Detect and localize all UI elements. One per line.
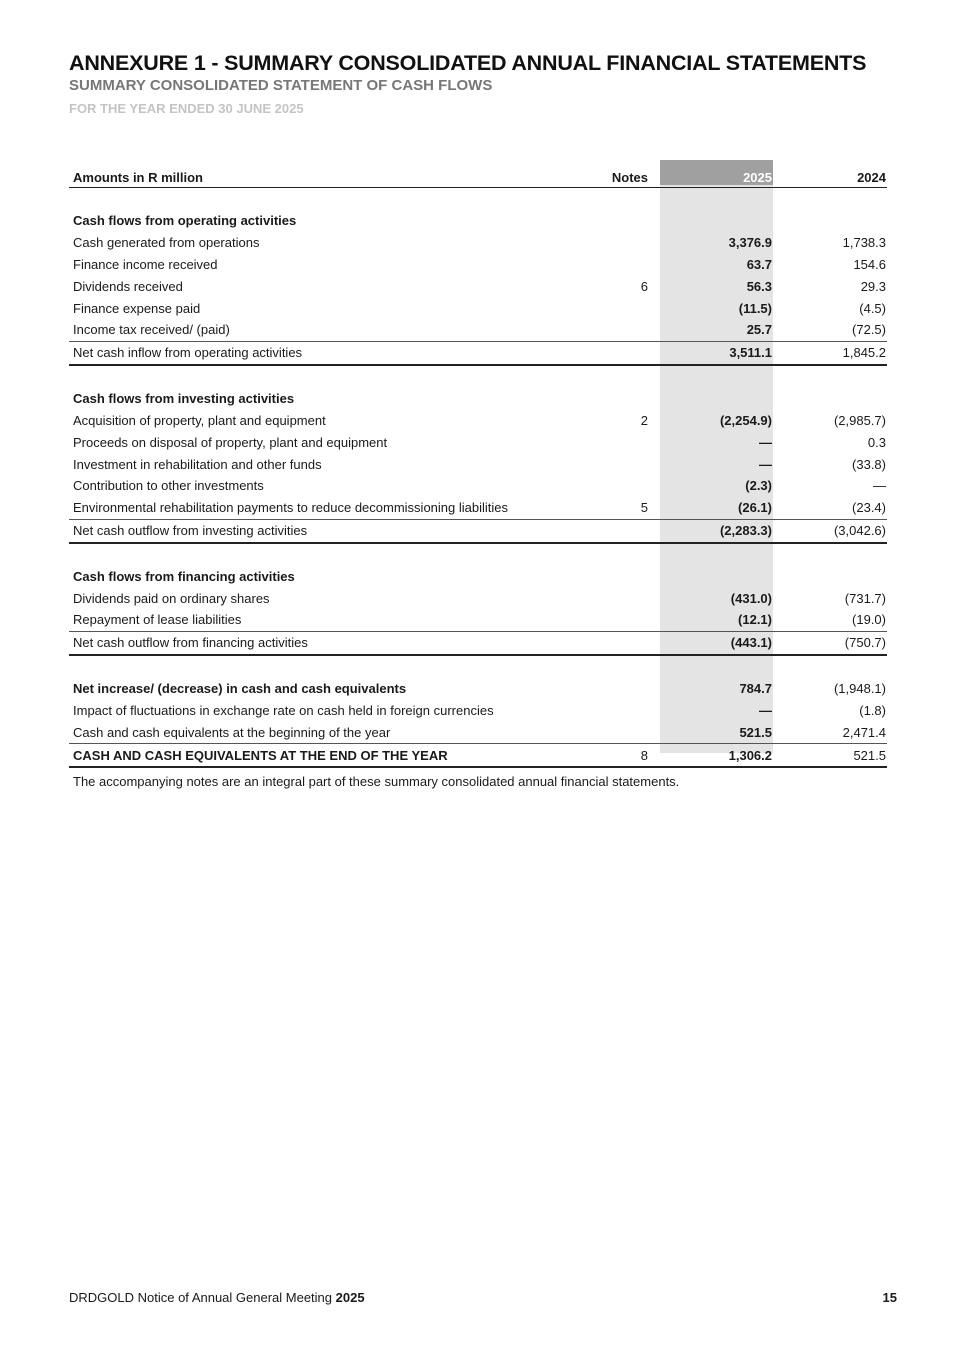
page-number: 15 [882, 1290, 897, 1305]
section-heading-operating: Cash flows from operating activities [73, 213, 297, 229]
table-row: Investment in rehabilitation and other funds — (33.8) [73, 456, 886, 472]
page-title: ANNEXURE 1 - SUMMARY CONSOLIDATED ANNUAL FINANCIAL STATEMENTS [69, 51, 867, 75]
cash-flow-table [69, 160, 887, 768]
table-row: Income tax received/ (paid) 25.7 (72.5) [73, 322, 886, 338]
subtotal-row-operating: Net cash inflow from operating activities 3,511.1 1,845.2 [69, 341, 887, 364]
section-heading-financing: Cash flows from financing activities [73, 568, 295, 584]
subtotal-row-financing: Net cash outflow from financing activities (443.1) (750.7) [69, 631, 887, 654]
section-heading-investing: Cash flows from investing activities [73, 391, 295, 407]
column-header-notes: Notes [592, 160, 652, 188]
table-row: Repayment of lease liabilities (12.1) (19.0) [73, 612, 886, 628]
fx-impact-row: Impact of fluctuations in exchange rate on cash held in foreign currencies — (1.8) [73, 702, 886, 718]
publication-year: 2025 [335, 1290, 365, 1305]
table-row: Proceeds on disposal of property, plant and equipment — 0.3 [73, 434, 886, 450]
opening-balance-row: Cash and cash equivalents at the beginning of the year 521.5 2,471.4 [73, 724, 886, 740]
subtotal-row-investing: Net cash outflow from investing activities (2,283.3) (3,042.6) [69, 519, 887, 542]
page-header [69, 50, 909, 120]
footnote: The accompanying notes are an integral part of these summary consolidated annual financial statements. [73, 774, 680, 789]
net-increase-row: Net increase/ (decrease) in cash and cash equivalents 784.7 (1,948.1) [73, 680, 886, 696]
table-row: Contribution to other investments (2.3) — [73, 478, 886, 494]
table-row: Finance income received 63.7 154.6 [73, 256, 886, 272]
reporting-period: FOR THE YEAR ENDED 30 JUNE 2025 [69, 101, 304, 116]
publication-name: DRDGOLD Notice of Annual General Meeting [69, 1290, 333, 1305]
column-header-2025: 2025 [660, 160, 773, 188]
statement-subtitle: SUMMARY CONSOLIDATED STATEMENT OF CASH FLOWS [69, 77, 493, 94]
table-header-row [69, 160, 887, 188]
table-row: Acquisition of property, plant and equipment 2 (2,254.9) (2,985.7) [73, 412, 886, 428]
table-row: Environmental rehabilitation payments to reduce decommissioning liabilities 5 (26.1) (23.4) [73, 500, 886, 516]
column-header-2024: 2024 [773, 160, 887, 188]
table-row: Dividends paid on ordinary shares (431.0) (731.7) [73, 590, 886, 606]
cash-flow-table-container [69, 160, 887, 768]
closing-balance-row: CASH AND CASH EQUIVALENTS AT THE END OF THE YEAR 8 1,306.2 521.5 [69, 744, 887, 767]
column-header-label: Amounts in R million [69, 160, 592, 188]
footer-publication [69, 1290, 365, 1305]
table-row: Finance expense paid (11.5) (4.5) [73, 300, 886, 316]
table-row: Cash generated from operations 3,376.9 1,738.3 [73, 235, 886, 251]
table-row: Dividends received 6 56.3 29.3 [73, 278, 886, 294]
